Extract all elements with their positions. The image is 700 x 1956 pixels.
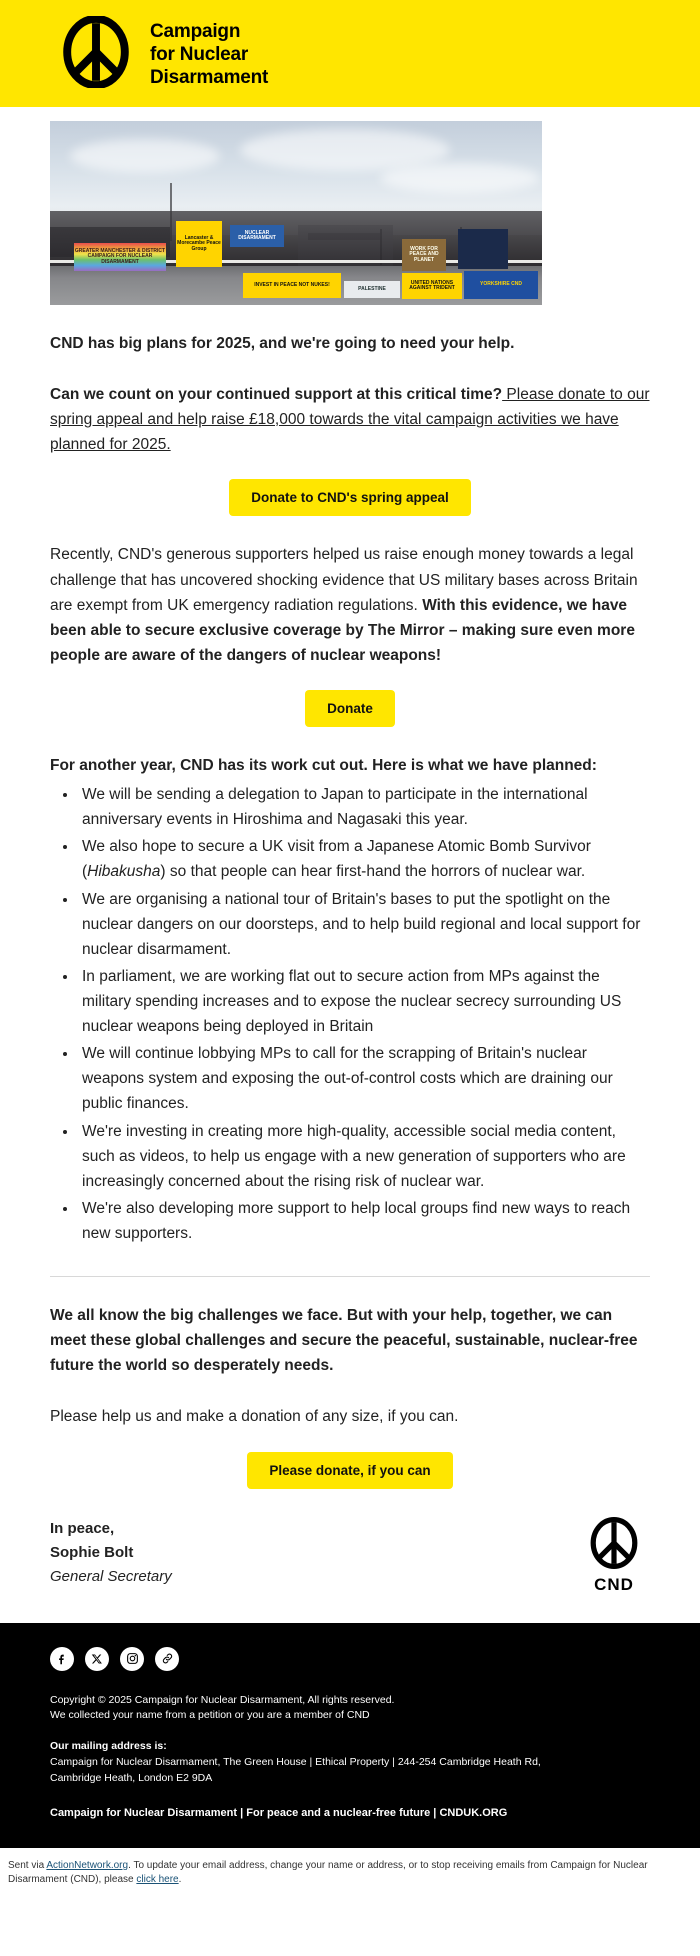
list-item: • We're investing in creating more high-quality, accessible social media content, such as videos, to help us engage with a new generation of supporters who are increasingly concerned about the rising risk of nuclear war. <box>78 1119 650 1194</box>
primary-cta-row <box>50 479 650 516</box>
social-links <box>50 1647 650 1671</box>
legal-middle: . To update your email address, change your name or address, or to stop receiving emails from Campaign for Nuclear Disarmament (CND), please <box>8 1859 648 1886</box>
signature-salutation: In peace, <box>50 1519 115 1537</box>
donate-button[interactable]: Donate <box>305 690 395 727</box>
x-twitter-icon[interactable] <box>85 1647 109 1671</box>
list-item-part-a: We also hope to secure a UK visit from a Japanese Atomic Bomb Survivor ( <box>82 838 591 881</box>
list-item-part-b: ) so that people can hear first-hand the horrors of nuclear war. <box>160 863 586 881</box>
please-donate-button[interactable]: Please donate, if you can <box>247 1452 452 1489</box>
hero-banner: WORK FOR PEACE AND PLANET <box>402 239 446 271</box>
closing-statement: We all know the big challenges we face. But with your help, together, we can meet these global challenges and secure the peaceful, sustainable, nuclear-free future the world so desperately needs. <box>50 1307 638 1375</box>
secondary-cta-row <box>50 690 650 727</box>
hero-banner: Lancaster & Morecambe Peace Group <box>176 221 222 267</box>
hero-cloud <box>70 139 220 173</box>
ask-question: Can we count on your continued support at this critical time? <box>50 386 503 404</box>
brand-line-2: for Nuclear <box>150 43 249 65</box>
recent-progress-paragraph <box>50 542 650 668</box>
legal-suffix: . <box>178 1874 182 1886</box>
instagram-icon[interactable] <box>120 1647 144 1671</box>
brand-wordmark <box>150 20 268 90</box>
legal-strip <box>0 1848 700 1900</box>
facebook-icon[interactable] <box>50 1647 74 1671</box>
hero-banner: NUCLEAR DISARMAMENT <box>230 225 284 247</box>
signature-role: General Secretary <box>50 1567 172 1585</box>
ask-paragraph <box>50 382 650 457</box>
brand-line-1: Campaign <box>150 20 241 42</box>
hero-banner: GREATER MANCHESTER & DISTRICT CAMPAIGN FOR NUCLEAR DISARMAMENT <box>74 243 166 271</box>
list-item: • We are organising a national tour of Britain's bases to put the spotlight on the nuclear dangers on our doorsteps, and to help build regional and local support for nuclear disarmament. <box>78 887 650 962</box>
spring-appeal-link[interactable]: Please donate to our spring appeal and help raise £18,000 towards the vital campaign activities we have planned for 2025. <box>50 386 650 454</box>
signature-text <box>50 1517 172 1589</box>
hero-banner: UNITED NATIONS AGAINST TRIDENT <box>402 273 462 299</box>
collected-line: We collected your name from a petition or you are a member of CND <box>50 1709 370 1722</box>
cnd-peace-symbol-icon <box>588 1517 640 1569</box>
mailing-address-label: Our mailing address is: <box>50 1740 167 1753</box>
section-divider <box>50 1276 650 1277</box>
email-header <box>0 0 700 107</box>
hibakusha-term: Hibakusha <box>87 863 161 881</box>
link-icon[interactable] <box>155 1647 179 1671</box>
cnd-badge-caption: CND <box>594 1574 634 1594</box>
unsubscribe-click-here-link[interactable]: click here <box>136 1874 179 1886</box>
email-body <box>0 121 700 1623</box>
closing-request: Please help us and make a donation of any size, if you can. <box>50 1408 459 1426</box>
copyright-line: Copyright © 2025 Campaign for Nuclear Disarmament, All rights reserved. <box>50 1693 395 1706</box>
recent-progress-plain: Recently, CND's generous supporters helped us raise enough money towards a legal challenge that has uncovered shocking evidence that US military bases across Britain are exempt from UK emergency radiation regulations. <box>50 546 638 614</box>
list-item: • We will continue lobbying MPs to call for the scrapping of Britain's nuclear weapons system and exposing the out-of-control costs which are draining our public finances. <box>78 1041 650 1116</box>
donate-spring-appeal-button[interactable]: Donate to CND's spring appeal <box>229 479 470 516</box>
footer-tagline <box>50 1805 650 1822</box>
list-item: • In parliament, we are working flat out to secure action from MPs against the military spending increases and to expose the nuclear secrecy surrounding US nuclear weapons being deployed in Britain <box>78 964 650 1039</box>
mailing-address-line-2: Cambridge Heath, London E2 9DA <box>50 1772 213 1785</box>
legal-prefix: Sent via <box>8 1859 47 1871</box>
closing-cta-row <box>50 1452 650 1489</box>
email-footer <box>0 1623 700 1848</box>
list-item: • We're also developing more support to help local groups find new ways to reach new supporters. <box>78 1196 650 1246</box>
list-item <box>78 834 650 884</box>
brand-line-3: Disarmament <box>150 67 269 89</box>
list-item: • We will be sending a delegation to Japan to participate in the international anniversary events in Hiroshima and Nagasaki this year. <box>78 782 650 832</box>
signature-block <box>50 1517 650 1623</box>
plans-list <box>50 782 650 1246</box>
footer-tagline-rest: | For peace and a nuclear-free future | CNDUK.ORG <box>237 1807 508 1820</box>
plans-heading: For another year, CND has its work cut out. Here is what we have planned: <box>50 756 597 774</box>
hero-protest-photo <box>50 121 542 305</box>
actionnetwork-link[interactable]: ActionNetwork.org <box>46 1859 129 1871</box>
recent-progress-emphasis: With this evidence, we have been able to secure exclusive coverage by The Mirror – making sure even more people are aware of the dangers of nuclear weapons! <box>50 596 635 664</box>
hero-banner: PALESTINE <box>344 281 400 298</box>
hero-banner <box>458 229 508 269</box>
hero-banner: INVEST IN PEACE NOT NUKES! <box>243 273 341 298</box>
mailing-address-line-1: Campaign for Nuclear Disarmament, The Green House | Ethical Property | 244-254 Cambridge Heath Rd, <box>50 1756 541 1769</box>
hero-cloud <box>380 163 540 193</box>
footer-spacer <box>50 1724 650 1739</box>
footer-tagline-org: Campaign for Nuclear Disarmament <box>50 1807 238 1820</box>
cnd-footer-logo <box>588 1517 650 1595</box>
cnd-peace-symbol-logo-icon <box>60 16 132 93</box>
hero-banner: YORKSHIRE CND <box>464 271 538 299</box>
signature-name: Sophie Bolt <box>50 1543 134 1561</box>
lead-paragraph: CND has big plans for 2025, and we're going to need your help. <box>50 335 515 352</box>
